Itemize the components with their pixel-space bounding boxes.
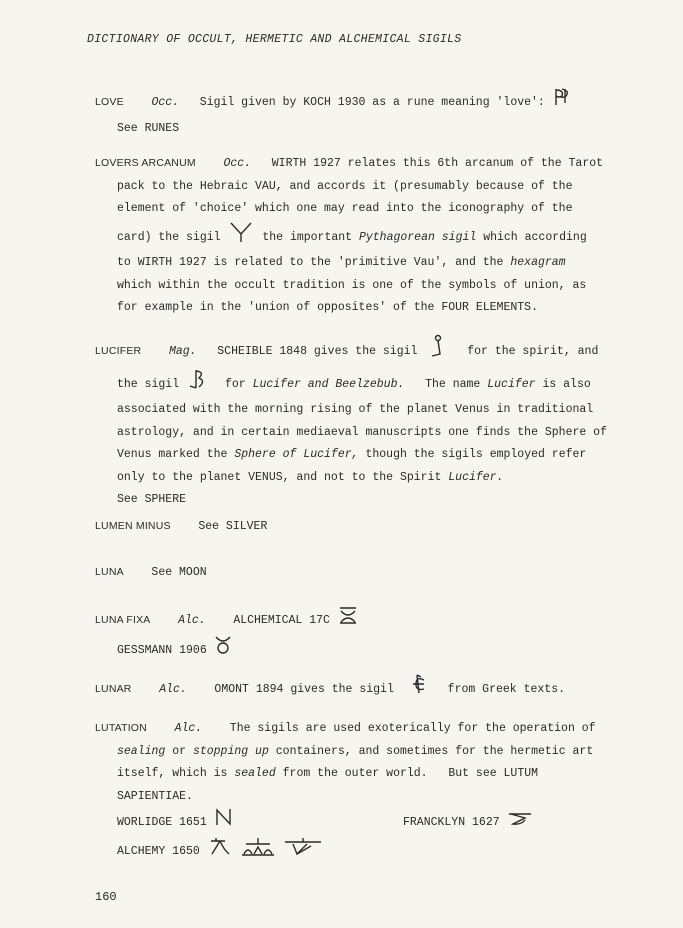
entry-text: sealing [117, 744, 166, 758]
category: Alc. [159, 682, 187, 696]
entry-text: But see LUTUM [448, 767, 539, 780]
entry-text: See SPHERE [117, 493, 187, 506]
page-number: 160 [95, 890, 117, 904]
entry-text: astrology, and in certain mediaeval manuscripts one finds the Sphere of [117, 425, 607, 439]
entry-text: from Greek texts. [447, 682, 565, 696]
entry-text: containers, and sometimes for the hermetic art [275, 744, 594, 758]
entry-text: SAPIENTIAE. [117, 789, 193, 803]
category: Mag. [168, 344, 197, 358]
entry-lumen-minus [95, 515, 655, 539]
entry-text: Lucifer. [448, 470, 504, 484]
entry-lucifer [95, 334, 655, 512]
entry-text: to WIRTH 1927 is related to the 'primitive Vau', and the [117, 256, 504, 269]
entry-text: The sigils are used exoterically for the operation of [229, 722, 596, 735]
lunar-sigil-icon [411, 673, 429, 705]
entry-text: Venus marked the [117, 448, 228, 461]
category: Occ. [223, 157, 252, 170]
entry-text: GESSMANN 1906 [117, 643, 207, 657]
alchemy-sigil-2-icon [240, 836, 276, 866]
alchemy-sigil-3-icon [283, 836, 323, 866]
entry-text: Lucifer [487, 377, 536, 391]
entry-text: or [172, 744, 187, 758]
entry-text: WIRTH 1927 relates this 6th arcanum of the Tarot [271, 157, 604, 170]
entry-text: for example in the 'union of opposites' of the FOUR ELEMENTS. [117, 301, 538, 314]
francklyn-sigil-icon [507, 808, 533, 836]
headword: LUTATION [95, 722, 147, 734]
vau-sigil-icon [227, 221, 255, 253]
source-ref: ALCHEMY 1650 [117, 844, 200, 858]
category: Alc. [178, 613, 206, 627]
entry-text: is also [542, 377, 591, 391]
entry-text: Pythagorean sigil [358, 230, 477, 244]
entry-lovers-arcanum [95, 152, 655, 320]
entry-lutation [95, 717, 655, 865]
entry-luna-fixa [95, 605, 655, 664]
headword: LUNA FIXA [95, 613, 151, 626]
entry-text: The name [425, 377, 481, 391]
headword: LUNA [95, 566, 124, 578]
source-ref: FRANCKLYN 1627 [403, 815, 500, 829]
entry-text: ALCHEMICAL 17C [233, 613, 330, 627]
taurus-sigil-icon [214, 635, 232, 665]
entry-love [95, 86, 655, 140]
entry-text: Sphere of Lucifer, [234, 448, 359, 461]
entry-text: Sigil given by KOCH 1930 as a rune meaning 'love': [199, 95, 545, 109]
entry-text: the important [262, 230, 353, 244]
entry-text: though the sigils employed refer [365, 448, 587, 461]
headword: LOVE [95, 95, 124, 108]
entry-text: pack to the Hebraic VAU, and accords it (presumably because of the [117, 179, 573, 193]
entry-text: See SILVER [198, 520, 268, 533]
entry-text: card) the sigil [117, 230, 221, 244]
entry-lunar [95, 673, 655, 705]
category: Alc. [174, 722, 203, 735]
lucifer-sigil-icon [188, 368, 208, 400]
spirit-sigil-icon [428, 334, 446, 368]
entry-text: hexagram [510, 256, 566, 269]
entry-text: which within the occult tradition is one of the symbols of union, as [117, 278, 587, 292]
entry-text: the sigil [117, 377, 180, 391]
entry-text: for [224, 377, 246, 391]
source-ref: WORLIDGE 1651 [117, 815, 207, 829]
entry-text: sealed [234, 767, 276, 780]
entry-text: from the outer world. [282, 767, 428, 780]
entry-text: associated with the morning rising of the planet Venus in traditional [117, 403, 594, 416]
category: Occ. [151, 95, 180, 109]
headword: LUNAR [95, 682, 132, 695]
headword: LUMEN MINUS [95, 520, 171, 532]
entry-text: OMONT 1894 gives the sigil [214, 682, 394, 696]
alchemy-sigil-1-icon [207, 836, 233, 866]
entry-text: element of 'choice' which one may read into the iconography of the [117, 202, 573, 215]
headword: LUCIFER [95, 344, 142, 357]
entry-luna [95, 561, 655, 585]
entry-text: SCHEIBLE 1848 gives the sigil [217, 344, 418, 358]
entry-text: only to the planet VENUS, and not to the Spirit [117, 470, 442, 484]
luna-fixa-sigil-icon [337, 605, 359, 635]
entry-text: See RUNES [117, 121, 180, 135]
love-rune-icon [552, 86, 574, 118]
entry-text: for the spirit, and [467, 344, 599, 358]
entry-text: Lucifer and Beelzebub. [252, 377, 405, 391]
entry-text: See MOON [151, 566, 207, 579]
page-header: DICTIONARY OF OCCULT, HERMETIC AND ALCHEMICAL SIGILS [87, 33, 462, 46]
headword: LOVERS ARCANUM [95, 157, 196, 169]
entry-text: itself, which is [117, 767, 228, 780]
worlidge-sigil-icon [214, 808, 234, 836]
entry-text: which according [483, 230, 587, 244]
entry-text: stopping up [192, 744, 269, 758]
